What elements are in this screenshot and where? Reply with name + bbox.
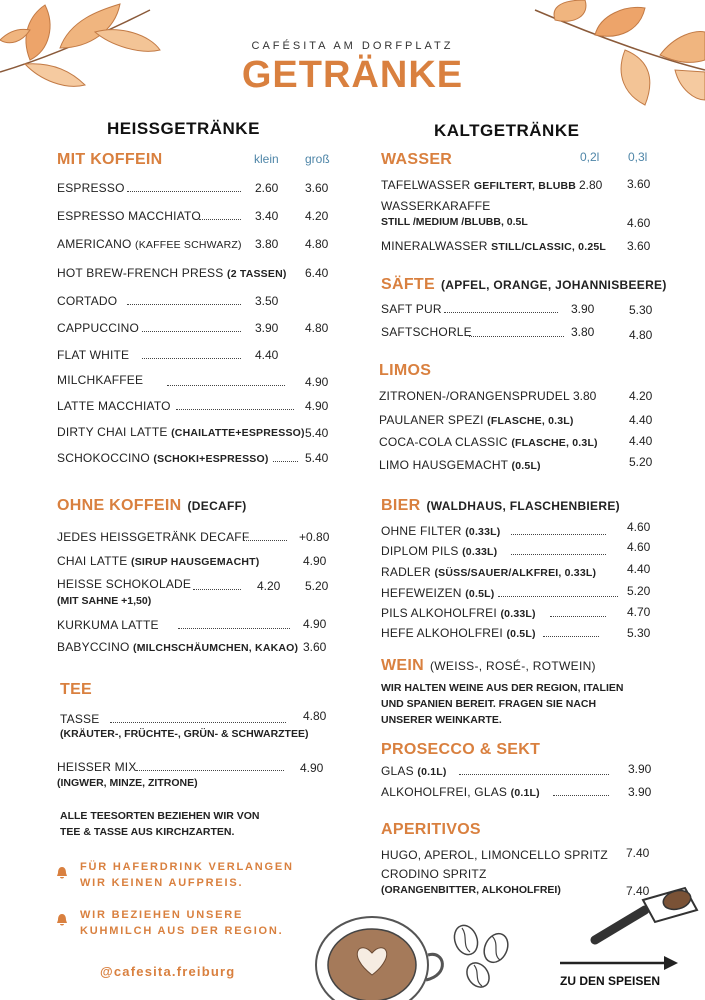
price-large: 6.40 [305, 266, 329, 280]
price-small: 2.60 [255, 181, 279, 195]
item-note: (MIT SAHNE +1,50) [57, 595, 152, 607]
item-name: HEISSE SCHOKOLADE [57, 577, 192, 591]
price-large: 5.40 [305, 426, 329, 440]
price: 4.60 [627, 540, 651, 554]
price-large: 4.40 [629, 413, 653, 427]
dot-leader [550, 616, 606, 617]
cold-drinks-heading: KALTGETRÄNKE [434, 121, 580, 140]
item-name: CORTADO [57, 294, 118, 308]
dot-leader [459, 774, 609, 775]
dot-leader [511, 554, 606, 555]
price-small: 4.20 [257, 579, 281, 593]
item-name: PILS ALKOHOLFREI (0.33L) [381, 606, 536, 620]
dot-leader [178, 628, 290, 629]
dot-leader [498, 596, 618, 597]
item-name: GLAS (0.1L) [381, 764, 447, 778]
tea-info: ALLE TEESORTEN BEZIEHEN WIR VON TEE & TASSE AUS KIRCHZARTEN. [60, 810, 260, 838]
price: 4.70 [627, 605, 651, 619]
price-small: 4.40 [255, 348, 279, 362]
section-tee: TEE [60, 681, 93, 698]
price: 4.90 [303, 554, 327, 568]
section-saefte: SÄFTE (APFEL, ORANGE, JOHANNISBEERE) [381, 276, 667, 293]
dot-leader [127, 191, 241, 192]
size-header-small: klein [254, 152, 279, 166]
price-large: 4.20 [629, 389, 653, 403]
price-large: 3.60 [627, 177, 651, 191]
dot-leader [243, 540, 287, 541]
item-name: JEDES HEISSGETRÄNK DECAFF [57, 530, 250, 544]
wine-info: WIR HALTEN WEINE AUS DER REGION, ITALIEN UND SPANIEN BEREIT. FRAGEN SIE NACH UNSERER WEINKARTE. [381, 682, 624, 726]
hot-drinks-heading: HEISSGETRÄNKE [107, 119, 260, 138]
item-name: RADLER (SÜSS/SAUER/ALKFREI, 0.33L) [381, 565, 597, 579]
item-name: CRODINO SPRITZ [381, 867, 487, 881]
brand-name: CAFÉSITA AM DORFPLATZ [251, 40, 454, 52]
item-name: ESPRESSO [57, 181, 125, 195]
bell-icon [55, 913, 69, 927]
item-name: MINERALWASSER STILL/CLASSIC, 0.25L [381, 239, 607, 253]
price-large: 4.90 [305, 399, 329, 413]
price-small: 3.40 [255, 209, 279, 223]
dot-leader [273, 461, 298, 462]
section-bier: BIER (WALDHAUS, FLASCHENBIERE) [381, 497, 620, 514]
section-aperitivos: APERITIVOS [381, 821, 481, 838]
item-name: HOT BREW-FRENCH PRESS (2 TASSEN) [57, 266, 287, 280]
item-name: CAPPUCCINO [57, 321, 140, 335]
dot-leader [167, 385, 285, 386]
price: 3.90 [628, 762, 652, 776]
price: 5.20 [627, 584, 651, 598]
item-note: STILL /MEDIUM /BLUBB, 0.5L [381, 216, 528, 228]
section-mit-koffein: MIT KOFFEIN [57, 151, 163, 168]
dot-leader [142, 358, 241, 359]
price: 4.90 [303, 617, 327, 631]
price-large: 4.80 [305, 321, 329, 335]
dot-leader [469, 336, 564, 337]
dot-leader [110, 722, 286, 723]
price-large: 4.80 [305, 237, 329, 251]
price-large: 4.20 [305, 209, 329, 223]
price-small: 3.90 [255, 321, 279, 335]
price-large: 4.80 [629, 328, 653, 342]
item-name: ESPRESSO MACCHIATO [57, 209, 201, 223]
item-name: TASSE [60, 712, 100, 726]
price: 4.40 [627, 562, 651, 576]
item-name: SAFT PUR [381, 302, 442, 316]
coffee-beans-icon [448, 920, 528, 995]
milk-region-note: WIR BEZIEHEN UNSERE KUHMILCH AUS DER REGION. [80, 909, 284, 937]
dot-leader [511, 534, 606, 535]
price: 4.60 [627, 520, 651, 534]
size-header-large: groß [305, 152, 330, 166]
arrow-right-icon[interactable] [558, 953, 683, 973]
item-name: TAFELWASSER GEFILTERT, BLUBB [381, 178, 577, 192]
item-name: AMERICANO (KAFFEE SCHWARZ) [57, 237, 242, 251]
price-large: 4.90 [305, 375, 329, 389]
portafilter-icon [585, 870, 705, 950]
price-small: 3.50 [255, 294, 279, 308]
price-small: 3.80 [571, 325, 595, 339]
item-name: BABYCCINO (MILCHSCHÄUMCHEN, KAKAO) [57, 640, 299, 654]
price-large: 3.60 [305, 181, 329, 195]
dot-leader [127, 304, 241, 305]
dot-leader [553, 795, 609, 796]
dot-leader [199, 219, 241, 220]
item-name: ZITRONEN-/ORANGENSPRUDEL [379, 389, 570, 403]
price-large: 5.20 [629, 455, 653, 469]
price: 3.60 [303, 640, 327, 654]
price: 5.20 [305, 579, 329, 593]
bell-icon [55, 866, 69, 880]
item-name: CHAI LATTE (SIRUP HAUSGEMACHT) [57, 554, 260, 568]
price-small: 2.80 [579, 178, 603, 192]
dot-leader [444, 312, 558, 313]
item-name: SAFTSCHORLE [381, 325, 472, 339]
dot-leader [543, 636, 599, 637]
item-name: LATTE MACCHIATO [57, 399, 171, 413]
price: 4.90 [300, 761, 324, 775]
price-large: 5.30 [629, 303, 653, 317]
item-name: COCA-COLA CLASSIC (FLASCHE, 0.3L) [379, 435, 598, 449]
size-header-large: 0,3l [628, 150, 648, 164]
item-name: KURKUMA LATTE [57, 618, 159, 632]
item-note: (KRÄUTER-, FRÜCHTE-, GRÜN- & SCHWARZTEE) [60, 728, 309, 740]
page-title: GETRÄNKE [241, 54, 464, 96]
item-name: ALKOHOLFREI, GLAS (0.1L) [381, 785, 540, 799]
price-large: 3.60 [627, 239, 651, 253]
price: 3.90 [628, 785, 652, 799]
item-name: PAULANER SPEZI (FLASCHE, 0.3L) [379, 413, 574, 427]
dot-leader [193, 589, 241, 590]
item-name: HEISSER MIX [57, 760, 137, 774]
dot-leader [136, 770, 284, 771]
item-name: LIMO HAUSGEMACHT (0.5L) [379, 458, 541, 472]
item-name: HEFE ALKOHOLFREI (0.5L) [381, 626, 536, 640]
item-name: MILCHKAFFEE [57, 373, 144, 387]
price-small: 3.80 [573, 389, 597, 403]
item-name: DIPLOM PILS (0.33L) [381, 544, 498, 558]
dot-leader [142, 331, 241, 332]
item-name: HUGO, APEROL, LIMONCELLO SPRITZ [381, 848, 608, 862]
price: 5.30 [627, 626, 651, 640]
section-prosecco: PROSECCO & SEKT [381, 741, 541, 758]
size-header-small: 0,2l [580, 150, 600, 164]
section-wein: WEIN (WEISS-, ROSÉ-, ROTWEIN) [381, 657, 596, 674]
price-large: 4.60 [627, 216, 651, 230]
coffee-cup-icon [300, 905, 450, 1000]
item-name: WASSERKARAFFE [381, 199, 491, 213]
item-name: FLAT WHITE [57, 348, 130, 362]
oat-milk-note: FÜR HAFERDRINK VERLANGEN WIR KEINEN AUFPREIS. [80, 861, 294, 889]
to-food-menu-link[interactable]: ZU DEN SPEISEN [560, 974, 661, 988]
item-name: SCHOKOCCINO (SCHOKI+ESPRESSO) [57, 451, 269, 465]
price: 4.80 [303, 709, 327, 723]
price: 7.40 [626, 884, 650, 898]
price-small: 3.80 [255, 237, 279, 251]
item-note: (ORANGENBITTER, ALKOHOLFREI) [381, 884, 561, 896]
item-name: OHNE FILTER (0.33L) [381, 524, 501, 538]
item-name: DIRTY CHAI LATTE (CHAILATTE+ESPRESSO) [57, 425, 305, 439]
dot-leader [176, 409, 294, 410]
instagram-handle[interactable]: @cafesita.freiburg [100, 964, 236, 979]
price: +0.80 [299, 530, 330, 544]
item-note: (INGWER, MINZE, ZITRONE) [57, 777, 198, 789]
section-ohne-koffein: OHNE KOFFEIN (DECAFF) [57, 497, 247, 514]
price: 7.40 [626, 846, 650, 860]
price-large: 5.40 [305, 451, 329, 465]
section-wasser: WASSER [381, 151, 453, 168]
section-limos: LIMOS [379, 362, 432, 379]
item-name: HEFEWEIZEN (0.5L) [381, 586, 495, 600]
price-small: 3.90 [571, 302, 595, 316]
price-large: 4.40 [629, 434, 653, 448]
